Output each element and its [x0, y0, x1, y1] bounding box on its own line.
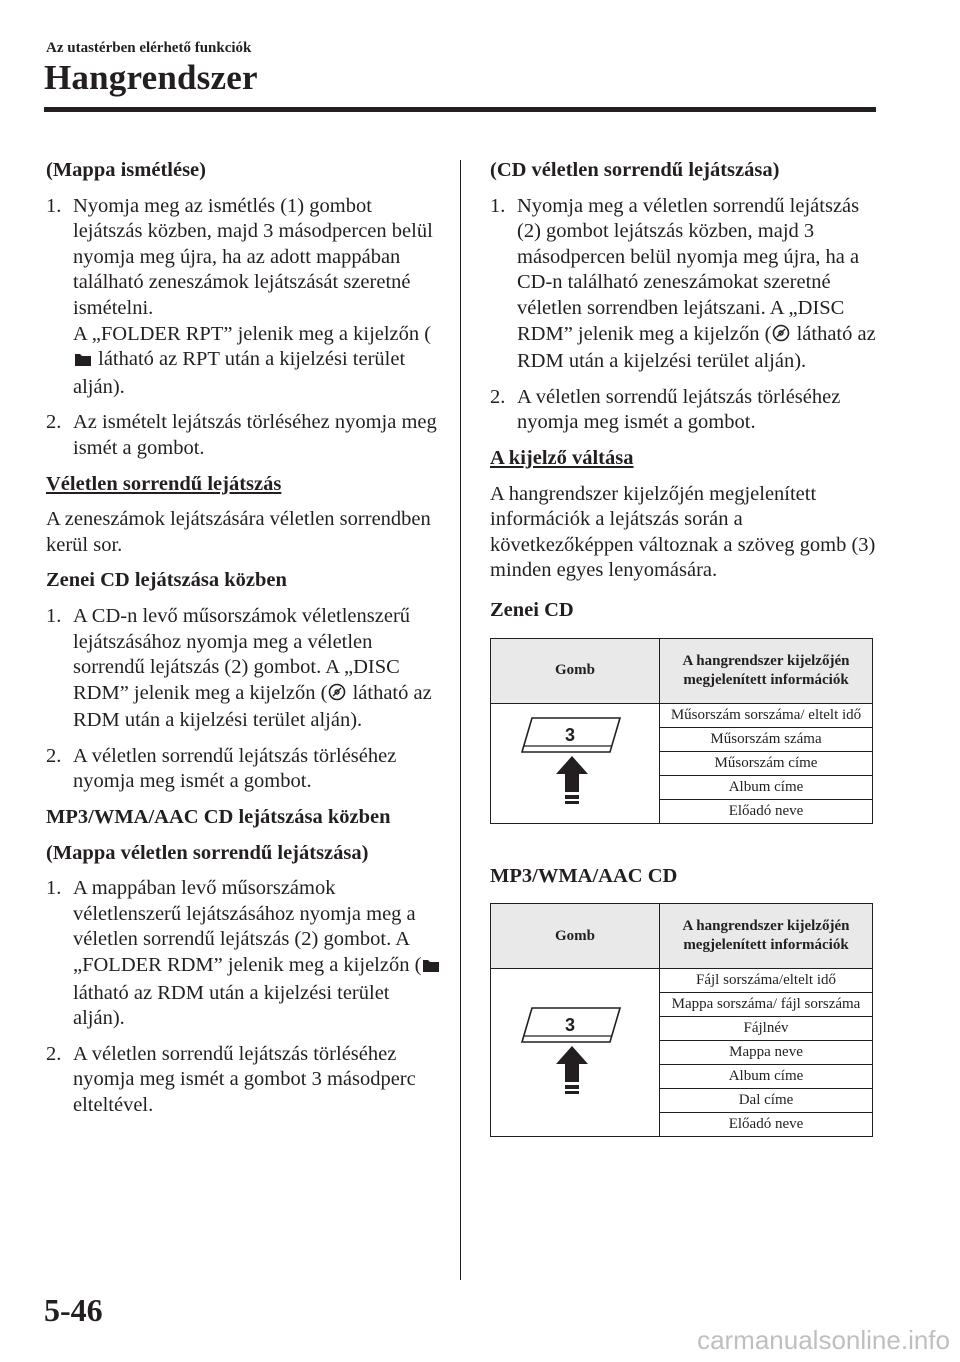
page-number: 5-46 [44, 1292, 103, 1328]
cd-random-heading: (CD véletlen sorrendű lejátszása) [490, 159, 780, 181]
step-number: 1. [46, 877, 62, 900]
table-cell: Mappa sorszáma/ fájl sorszáma [660, 993, 873, 1017]
table1-heading: Zenei CD [490, 598, 574, 621]
list-item [46, 876, 442, 1032]
list-item [46, 410, 442, 461]
step-text: A mappában levő műsorszámok véletlenszerű lejátszásához nyomja meg a véletlen sorrendű lejátszás (2) gombot. A „FOLDER RDM” jelenik meg a kijelzőn ( látható az RDM után a kijelzési terület alján). [73, 876, 442, 1032]
zenei-cd-table-wrap [490, 638, 880, 824]
table-header-button: Gomb [491, 904, 660, 969]
table-cell: Műsorszám címe [660, 751, 873, 775]
step-text: A véletlen sorrendű lejátszás törléséhez nyomja meg ismét a gombot 3 másodperc elteltével. [73, 1042, 416, 1116]
disc-icon [328, 683, 346, 709]
table2-heading: MP3/WMA/AAC CD [490, 864, 678, 887]
random-intro: A zeneszámok lejátszására véletlen sorrendben kerül sor. [46, 508, 431, 556]
step-number: 2. [46, 1042, 62, 1065]
table-cell: Műsorszám sorszáma/ eltelt idő [660, 703, 873, 727]
text-button-3-icon [520, 710, 630, 810]
svg-text:3: 3 [564, 725, 576, 745]
table-cell: Műsorszám száma [660, 727, 873, 751]
table-header-info: A hangrendszer kijelzőjén megjelenített információk [660, 638, 873, 703]
text-button-3-icon [520, 1000, 630, 1100]
mp3-table-wrap [490, 903, 880, 1137]
table-cell: Mappa neve [660, 1041, 873, 1065]
display-section-title: A kijelző váltása [490, 446, 634, 469]
list-item [46, 604, 442, 734]
step-text: A véletlen sorrendű lejátszás törléséhez nyomja meg ismét a gombot. [517, 385, 841, 434]
page-title: Hangrendszer [44, 58, 258, 97]
list-item [46, 194, 442, 401]
text-button-illustration [491, 969, 660, 1137]
mp3-table [490, 903, 873, 1137]
left-column [46, 158, 442, 1129]
title-rule [44, 107, 876, 112]
breadcrumb: Az utastérben elérhető funkciók [46, 40, 252, 56]
table-cell: Album címe [660, 1065, 873, 1089]
table-header-button: Gomb [491, 638, 660, 703]
list-item [490, 194, 880, 375]
step-number: 1. [490, 194, 506, 217]
step-number: 2. [46, 744, 62, 767]
table-cell: Album címe [660, 775, 873, 799]
list-item [490, 385, 880, 436]
step-text: Nyomja meg az ismétlés (1) gombot lejátszás közben, majd 3 másodpercen belül nyomja meg újra, ha az adott mappában található zeneszámok lejátszását szeretné ismételni. A „FOLDER RPT” jelenik meg a kijelzőn ( látható az RPT után a kijelzési terület alján). [73, 194, 433, 398]
step-text: A CD-n levő műsorszámok véletlenszerű lejátszásához nyomja meg a véletlen sorrendű lejátszás (2) gombot. A „DISC RDM” jelenik meg a kijelzőn ( látható az RDM után a kijelzési terület alján). [73, 604, 432, 732]
table-cell: Dal címe [660, 1089, 873, 1113]
step-text: Az ismételt lejátszás törléséhez nyomja meg ismét a gombot. [73, 411, 437, 459]
zenei-cd-table [490, 638, 873, 824]
step-number: 1. [46, 194, 62, 217]
table-row [491, 703, 873, 727]
column-divider [460, 160, 461, 1280]
step-number: 2. [490, 385, 506, 408]
table-header-info: A hangrendszer kijelzőjén megjelenített információk [660, 904, 873, 969]
step-text: Nyomja meg a véletlen sorrendű lejátszás (2) gombot lejátszás közben, majd 3 másodpercen belül nyomja meg újra, ha a CD-n található zeneszámokat szeretné véletlen sorrendben lejátszani. A „DISC RDM” jelenik meg a kijelzőn ( látható az RDM után a kijelzési terület alján). [517, 194, 876, 373]
table-cell: Fájlnév [660, 1017, 873, 1041]
footer-watermark[interactable]: carmanualsonline.info [697, 1325, 950, 1355]
random-section-title: Véletlen sorrendű lejátszás [46, 472, 282, 495]
step-number: 2. [46, 411, 62, 434]
mp3-subheading: (Mappa véletlen sorrendű lejátszása) [46, 841, 369, 864]
step-number: 1. [46, 604, 62, 627]
disc-icon [772, 324, 790, 350]
folder-icon [74, 349, 92, 375]
table-cell: Előadó neve [660, 799, 873, 823]
table-cell: Előadó neve [660, 1113, 873, 1137]
step-text: A véletlen sorrendű lejátszás törléséhez nyomja meg ismét a gombot. [73, 744, 397, 793]
list-item [46, 1042, 442, 1119]
display-intro: A hangrendszer kijelzőjén megjelenített információk a lejátszás során a következőképpen változnak a szöveg gomb (3) minden egyes lenyomására. [490, 482, 876, 582]
table-row [491, 969, 873, 993]
table-cell: Fájl sorszáma/eltelt idő [660, 969, 873, 993]
text-button-illustration [491, 703, 660, 823]
mappa-repeat-heading: (Mappa ismétlése) [46, 159, 206, 181]
zenei-cd-heading: Zenei CD lejátszása közben [46, 569, 287, 592]
folder-icon [422, 955, 440, 981]
right-column [490, 158, 880, 1147]
list-item [46, 744, 442, 795]
mp3-heading: MP3/WMA/AAC CD lejátszása közben [46, 806, 391, 829]
svg-text:3: 3 [564, 1014, 576, 1035]
